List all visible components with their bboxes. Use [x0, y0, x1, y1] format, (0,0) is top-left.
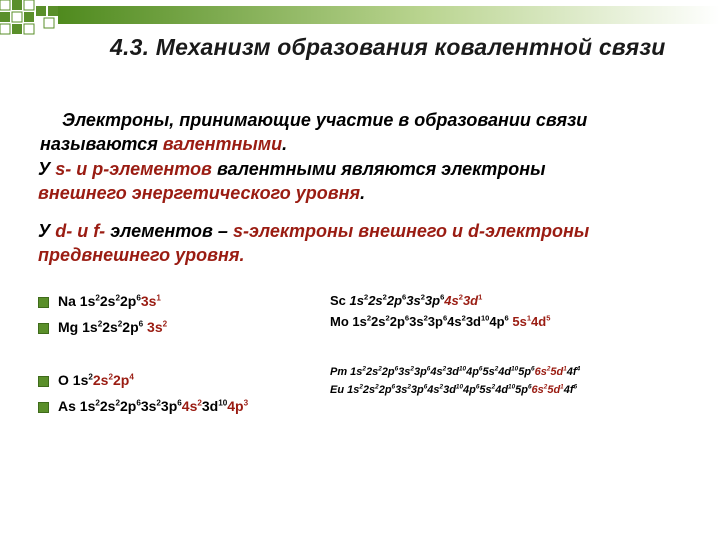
formula-segment: 5s	[508, 314, 527, 329]
formula-superscript: 2	[385, 313, 390, 323]
formula-segment: 3p	[410, 384, 424, 396]
text-run: У	[38, 221, 56, 241]
formula-segment: Sc	[330, 293, 350, 308]
formula-superscript: 2	[97, 319, 103, 329]
formula-segment: 2p	[386, 293, 403, 308]
formula-superscript: 2	[407, 383, 411, 391]
formula-superscript: 1	[526, 313, 532, 323]
formula-segment: 5s	[482, 366, 495, 378]
formula-segment: 2p	[122, 319, 139, 335]
square-bullet-icon	[38, 297, 49, 308]
formula-segment: 3s	[409, 314, 424, 329]
formula-superscript: 2	[156, 398, 161, 408]
formula-superscript: 2	[382, 292, 387, 302]
formula-superscript: 6	[402, 292, 407, 302]
formula-segment: 2s	[99, 398, 116, 414]
formula-superscript: 3	[243, 398, 249, 408]
paragraph-valence-line1	[62, 108, 587, 132]
formula-superscript: 2	[117, 319, 123, 329]
formula-superscript: 6	[138, 319, 144, 329]
formula-segment: 5d	[550, 366, 564, 378]
formula-segment: 3d	[443, 384, 456, 396]
paragraph-df-line1	[38, 219, 589, 243]
formula-segment: 3s	[140, 293, 157, 309]
formula-segment: 3s	[140, 398, 157, 414]
formula-superscript: 2	[423, 313, 428, 323]
text-run: Электроны, принимающие участие в образовании связи	[62, 110, 588, 130]
formula-segment: 4s	[444, 293, 459, 308]
formula-superscript: 2	[362, 365, 366, 373]
formula-superscript: 6	[404, 313, 410, 323]
formula-superscript: 2	[458, 292, 463, 302]
formula-segment: 1s	[349, 293, 364, 308]
formula-superscript: 2	[95, 293, 100, 303]
formula-superscript: 10	[508, 383, 516, 391]
formula-superscript: 2	[410, 365, 414, 373]
formula-superscript: 2	[378, 365, 382, 373]
formula-superscript: 1	[156, 293, 161, 303]
formula-superscript: 2	[366, 313, 372, 323]
formula-segment: 3p	[427, 314, 443, 329]
formula-superscript: 6	[527, 383, 532, 391]
square-bullet-icon	[38, 323, 49, 334]
formula-segment: 2p	[112, 372, 130, 388]
formula-segment: 2s	[362, 384, 376, 396]
formula-superscript: 10	[455, 383, 464, 391]
formula-superscript: 2	[88, 372, 93, 382]
formula-superscript: 2	[439, 383, 444, 391]
formula-superscript: 6	[573, 383, 578, 391]
formula-segment: 4d	[531, 314, 547, 329]
formula-superscript: 2	[162, 319, 168, 329]
formula-segment: 3s	[395, 384, 408, 396]
formula-superscript: 2	[491, 383, 496, 391]
formula-segment: 2s	[92, 372, 109, 388]
formula-segment: 2s	[365, 366, 379, 378]
formula-superscript: 6	[504, 313, 509, 323]
formula-segment: 4p	[489, 314, 505, 329]
formula-segment: 3s	[398, 366, 411, 378]
formula-superscript: 2	[95, 398, 100, 408]
formula-segment: 4s	[430, 366, 443, 378]
formula-segment: Mo 1s	[330, 314, 367, 329]
formula-mo	[330, 314, 550, 329]
formula-segment: 4p	[466, 366, 479, 378]
formula-superscript: 4	[576, 365, 581, 373]
text-run: .	[282, 134, 288, 154]
formula-pm	[330, 366, 580, 378]
formula-segment: Mg 1s	[58, 319, 98, 335]
formula-sc	[330, 293, 482, 308]
highlight-term: d- и f-	[55, 221, 106, 241]
formula-superscript: 2	[546, 365, 551, 373]
formula-superscript: 6	[531, 365, 535, 373]
formula-superscript: 2	[115, 398, 120, 408]
formula-superscript: 10	[480, 313, 490, 323]
formula-segment: 3s	[406, 293, 421, 308]
formula-superscript: 6	[440, 292, 445, 302]
formula-superscript: 6	[423, 383, 428, 391]
formula-superscript: 2	[108, 372, 113, 382]
formula-segment: 4s	[447, 314, 462, 329]
text-run: элементов –	[105, 221, 233, 241]
formula-superscript: 6	[426, 365, 431, 373]
formula-superscript: 2	[442, 365, 447, 373]
text-run: .	[360, 183, 366, 203]
formula-superscript: 2	[420, 292, 425, 302]
electron-configuration	[58, 293, 161, 309]
formula-segment: 3d	[446, 366, 459, 378]
formula-segment: 3p	[424, 293, 441, 308]
formula-segment: 2p	[389, 314, 405, 329]
paragraph-df-line2	[38, 243, 245, 267]
square-bullet-icon	[38, 376, 49, 387]
formula-segment: 2s	[102, 319, 118, 335]
formula-superscript: 4	[129, 372, 134, 382]
formula-segment: 4p	[463, 384, 476, 396]
formula-segment: 4d	[498, 366, 512, 378]
formula-superscript: 10	[511, 365, 519, 373]
formula-superscript: 2	[461, 313, 466, 323]
formula-segment: 4f	[566, 366, 577, 378]
formula-segment: 4f	[563, 384, 574, 396]
formula-superscript: 6	[475, 383, 480, 391]
formula-segment: 3d	[201, 398, 219, 414]
formula-segment: O 1s	[58, 372, 89, 388]
formula-segment: Pm 1s	[330, 366, 363, 378]
formula-superscript: 6	[391, 383, 396, 391]
formula-superscript: 10	[218, 398, 228, 408]
formula-superscript: 1	[560, 383, 564, 391]
highlight-term: s- и p-элементов	[55, 159, 212, 179]
formula-segment: Eu 1s	[330, 384, 360, 396]
formula-segment: 5d	[547, 384, 561, 396]
highlight-term: внешнего энергетического уровня	[38, 183, 361, 203]
electron-configuration	[58, 372, 134, 388]
highlight-term: предвнешнего уровня.	[38, 245, 245, 265]
formula-segment: 4p	[227, 398, 244, 414]
formula-segment: 3p	[413, 366, 427, 378]
formula-superscript: 6	[478, 365, 483, 373]
paragraph-sp-line1	[38, 157, 545, 181]
slide-title: 4.3. Механизм образования ковалентной связи	[110, 34, 666, 60]
formula-superscript: 6	[177, 398, 182, 408]
formula-segment: 2p	[119, 293, 137, 309]
formula-segment: 3p	[160, 398, 178, 414]
formula-superscript: 2	[363, 292, 369, 302]
formula-segment: 2p	[119, 398, 137, 414]
formula-superscript: 6	[442, 313, 448, 323]
formula-segment: 3d	[465, 314, 481, 329]
highlight-term: s-электроны внешнего и d-электроны	[232, 221, 590, 241]
paragraph-valence-line2	[40, 132, 287, 156]
formula-eu	[330, 384, 577, 396]
formula-superscript: 2	[359, 383, 363, 391]
formula-segment: 2s	[99, 293, 116, 309]
formula-superscript: 1	[478, 292, 483, 302]
electron-configuration	[58, 398, 248, 414]
formula-segment: 5p	[518, 366, 532, 378]
formula-superscript: 2	[375, 383, 379, 391]
text-run: называются	[40, 134, 163, 154]
formula-segment: 2s	[371, 314, 386, 329]
formula-segment: 6s	[531, 384, 544, 396]
formula-superscript: 2	[543, 383, 548, 391]
formula-superscript: 2	[115, 293, 120, 303]
formula-superscript: 5	[546, 313, 551, 323]
formula-segment: 4d	[495, 384, 509, 396]
formula-segment: 4s	[427, 384, 440, 396]
formula-superscript: 6	[136, 398, 141, 408]
formula-segment: 2p	[378, 384, 392, 396]
paragraph-sp-line2	[38, 181, 365, 205]
formula-superscript: 10	[458, 365, 467, 373]
square-bullet-icon	[38, 402, 49, 413]
formula-superscript: 1	[563, 365, 567, 373]
formula-segment: 3s	[143, 319, 163, 335]
formula-segment: As 1s	[58, 398, 96, 414]
electron-configuration	[58, 319, 167, 335]
highlight-term: валентными	[162, 134, 283, 154]
formula-segment: 6s	[534, 366, 547, 378]
text-run: У	[38, 159, 56, 179]
formula-superscript: 6	[394, 365, 399, 373]
formula-superscript: 2	[494, 365, 499, 373]
formula-segment: 4s	[181, 398, 198, 414]
formula-superscript: 2	[197, 398, 202, 408]
formula-segment: 2p	[381, 366, 395, 378]
formula-segment: 5p	[515, 384, 528, 396]
formula-segment: 3d	[462, 293, 479, 308]
formula-superscript: 6	[136, 293, 141, 303]
text-run: валентными являются электроны	[211, 159, 546, 179]
formula-segment: Na 1s	[58, 293, 96, 309]
formula-segment: 2s	[368, 293, 383, 308]
formula-segment: 5s	[479, 384, 492, 396]
